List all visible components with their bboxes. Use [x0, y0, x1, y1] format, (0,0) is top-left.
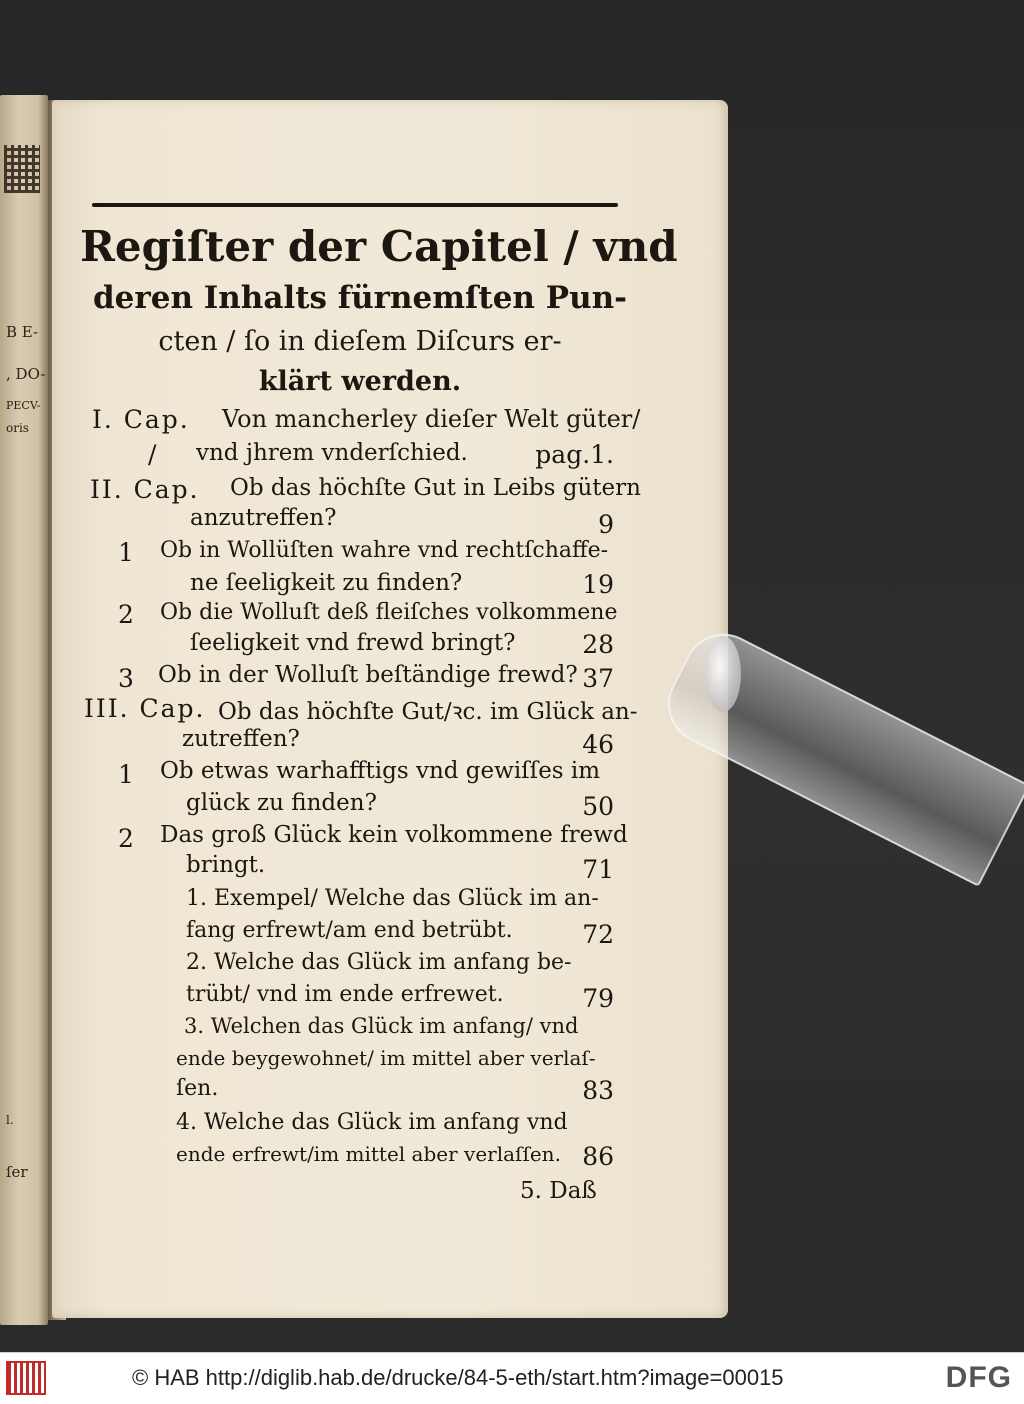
left-fragment: B E-	[6, 323, 39, 341]
entry-text: ne ſeeligkeit zu finden?	[190, 570, 463, 596]
left-fragment: ſer	[6, 1163, 28, 1181]
entry-text: 1. Exempel/ Welche das Glück im an-	[186, 886, 599, 911]
section-number: 2	[118, 600, 134, 629]
page-number: 83	[582, 1076, 614, 1105]
title-line: klärt werden.	[258, 366, 462, 397]
library-logo-icon[interactable]	[6, 1361, 46, 1395]
left-fragment: l.	[6, 1113, 14, 1127]
title-line: cten / ſo in dieſem Diſcurs er-	[158, 326, 562, 357]
title-line: deren Inhalts fürnemſten Pun-	[92, 280, 628, 316]
left-fragment: oris	[6, 421, 29, 435]
page-number: 71	[582, 855, 614, 884]
entry-text: 4. Welche das Glück im anfang vnd	[176, 1110, 568, 1135]
entry-text: 2. Welche das Glück im anfang be-	[186, 950, 572, 975]
entry-text: 3. Welchen das Glück im anfang/ vnd	[184, 1014, 579, 1038]
section-number: 3	[118, 664, 134, 693]
entry-text: bringt.	[186, 852, 266, 878]
page-holder-tip	[705, 636, 741, 712]
entry-text: Ob in Wollüſten wahre vnd rechtſchaffe-	[160, 538, 609, 563]
chapter-label: /	[148, 440, 157, 469]
page-number: 79	[582, 984, 614, 1013]
entry-text: ende beygewohnet/ im mittel aber verlaſ-	[176, 1046, 596, 1070]
page-number: 37	[582, 664, 614, 693]
entry-text: fang erfrewt/am end betrübt.	[186, 918, 513, 943]
page-number: pag.1.	[535, 440, 614, 469]
entry-text: anzutreffen?	[190, 505, 337, 531]
left-page-edge	[0, 95, 48, 1325]
page-number: 72	[582, 920, 614, 949]
dfg-logo[interactable]: DFG	[945, 1361, 1012, 1394]
page-number: 50	[582, 792, 614, 821]
entry-text: Von mancherley dieſer Welt güter/	[222, 405, 641, 433]
page-title: Regiſter der Capitel / vnd	[80, 222, 678, 271]
entry-text: Ob das höchſte Gut/ꝛc. im Glück an-	[218, 699, 638, 725]
header-rule	[92, 203, 618, 207]
section-number: 1	[118, 760, 134, 789]
catchword: 5. Daß	[520, 1178, 597, 1204]
left-fragment: PECV-	[6, 399, 41, 412]
page-number: 19	[582, 570, 614, 599]
entry-text: Ob die Wolluſt deß fleiſches volkommene	[160, 600, 618, 625]
chapter-label: II. Cap.	[90, 475, 200, 504]
entry-text: zutreffen?	[182, 726, 300, 752]
left-fragment: , DO-	[6, 365, 46, 383]
page-number: 46	[582, 730, 614, 759]
source-link[interactable]: © HAB http://diglib.hab.de/drucke/84-5-eth/start.htm?image=00015	[132, 1365, 784, 1390]
page-number: 28	[582, 630, 614, 659]
page-number: 86	[582, 1142, 614, 1171]
entry-text: vnd jhrem vnderſchied.	[196, 440, 468, 466]
entry-text: ende erfrewt/im mittel aber verlaſſen.	[176, 1142, 561, 1166]
entry-text: trübt/ vnd im ende erfrewet.	[186, 982, 504, 1007]
entry-text: Ob das höchſte Gut in Leibs gütern	[230, 475, 641, 501]
chapter-label: I. Cap.	[92, 405, 190, 434]
section-number: 1	[118, 538, 134, 567]
ornament-icon	[4, 145, 40, 193]
entry-text: Das groß Glück kein volkommene frewd	[160, 822, 628, 848]
entry-text: glück zu finden?	[186, 790, 377, 816]
entry-text: ſeeligkeit vnd frewd bringt?	[190, 630, 516, 656]
entry-text: Ob etwas warhafftigs vnd gewiſſes im	[160, 758, 601, 784]
section-number: 2	[118, 824, 134, 853]
page-number: 9	[598, 510, 614, 539]
entry-text: Ob in der Wolluſt beſtändige frewd?	[158, 662, 578, 688]
footer-bar	[0, 1352, 1024, 1404]
entry-text: ſen.	[176, 1076, 219, 1101]
chapter-label: III. Cap.	[84, 694, 206, 723]
